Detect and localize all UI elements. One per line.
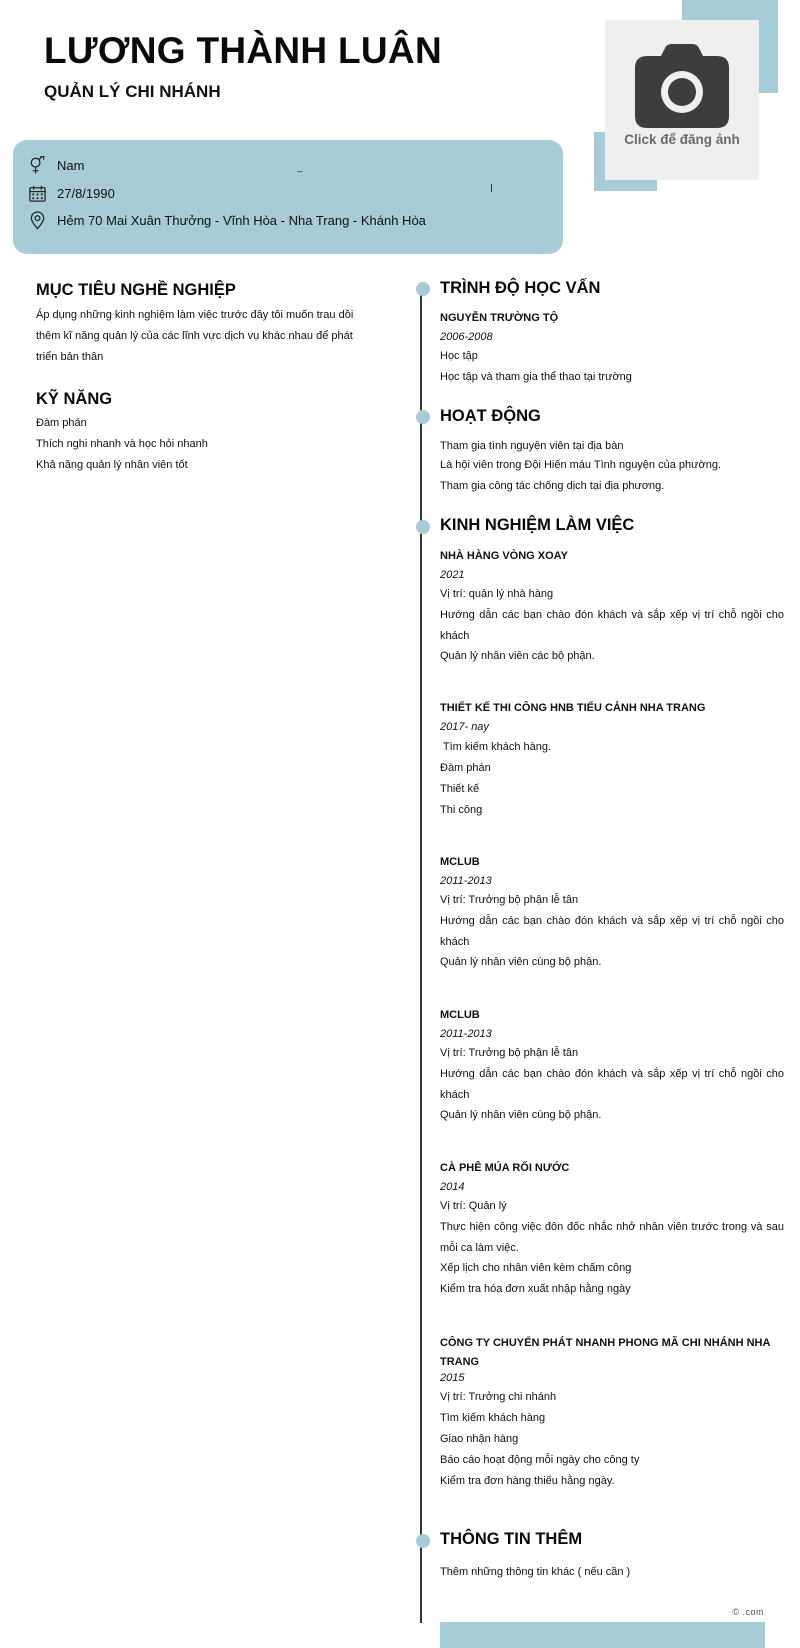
objective-line[interactable]: Áp dụng những kinh nghiệm làm việc trước đây tôi muốn trau dồi (36, 309, 354, 321)
job-period[interactable]: 2021 (440, 569, 465, 581)
job-line[interactable]: Thiết kế (440, 783, 480, 795)
job-line[interactable]: Thi công (440, 804, 483, 816)
timeline-dot (416, 282, 430, 296)
job-period[interactable]: 2015 (440, 1372, 465, 1384)
school-name[interactable]: NGUYỄN TRƯỜNG TỘ (440, 312, 559, 324)
job-line[interactable]: Đàm phán (440, 762, 491, 774)
job-line[interactable]: Hướng dẫn các bạn chào đón khách và sắp xếp vị trí chỗ ngồi cho khách (440, 1068, 784, 1101)
experience-heading: KINH NGHIỆM LÀM VIỆC (440, 516, 635, 534)
activity-line[interactable]: Là hội viên trong Đội Hiến máu Tình nguyện của phường. (440, 459, 721, 471)
timeline-line (420, 288, 422, 1623)
job-line[interactable]: Thực hiện công việc đôn đốc nhắc nhở nhân viên trước trong và sau mỗi ca làm việc. (440, 1221, 784, 1254)
placeholder-mark: _ (297, 162, 303, 173)
objective-line[interactable]: thêm kĩ năng quản lý của các lĩnh vực dịch vụ khác nhau để phát (36, 330, 353, 342)
text-cursor (491, 184, 492, 192)
location-pin-icon (28, 211, 47, 230)
job-employer[interactable]: CÔNG TY CHUYỂN PHÁT NHANH PHONG MÃ CHI NHÁNH NHA TRANG (440, 1337, 771, 1368)
job-line[interactable]: Quản lý nhân viên các bộ phận. (440, 650, 595, 662)
skills-heading: KỸ NĂNG (36, 390, 113, 408)
camera-icon (635, 44, 729, 128)
gender-icon (28, 156, 47, 175)
job-line[interactable]: Hướng dẫn các bạn chào đón khách và sắp xếp vị trí chỗ ngồi cho khách (440, 609, 784, 642)
timeline-dot (416, 410, 430, 424)
objective-line[interactable]: triển bản thân (36, 351, 104, 363)
photo-upload-button[interactable] (605, 20, 759, 180)
job-period[interactable]: 2011-2013 (440, 875, 492, 887)
job-line[interactable]: Hướng dẫn các bạn chào đón khách và sắp xếp vị trí chỗ ngồi cho khách (440, 915, 784, 948)
job-employer[interactable]: MCLUB (440, 1009, 480, 1021)
activities-heading: HOẠT ĐỘNG (440, 407, 541, 425)
activity-line[interactable]: Tham gia công tác chống dịch tại địa phương. (440, 480, 665, 492)
job-line[interactable]: Vị trí: quản lý nhà hàng (440, 588, 554, 600)
job-line[interactable]: Kiểm tra đơn hàng thiếu hằng ngày. (440, 1475, 615, 1487)
skill-item[interactable]: Khả năng quản lý nhân viên tốt (36, 459, 188, 471)
job-period[interactable]: 2011-2013 (440, 1028, 492, 1040)
footer-bar (440, 1622, 765, 1648)
skill-item[interactable]: Đàm phán (36, 417, 87, 429)
job-employer[interactable]: CÀ PHÊ MÚA RỐI NƯỚC (440, 1162, 570, 1174)
address-row (28, 209, 426, 231)
gender-value[interactable]: Nam (57, 157, 85, 173)
extra-info-text[interactable]: Thêm những thông tin khác ( nếu cần ) (440, 1566, 631, 1578)
address-value[interactable]: Hẻm 70 Mai Xuân Thưởng - Vĩnh Hòa - Nha Trang - Khánh Hòa (57, 212, 426, 228)
job-employer[interactable]: MCLUB (440, 856, 480, 868)
personal-info-panel (13, 140, 563, 254)
objective-heading: MỤC TIÊU NGHỀ NGHIỆP (36, 281, 236, 299)
job-line[interactable]: Quản lý nhân viên cùng bộ phận. (440, 956, 602, 968)
job-line[interactable]: Vị trí: Trưởng chi nhánh (440, 1391, 557, 1403)
education-line[interactable]: Học tập và tham gia thể thao tại trường (440, 371, 632, 383)
job-line[interactable]: Vị trí: Trưởng bộ phận lễ tân (440, 894, 579, 906)
education-period[interactable]: 2006-2008 (440, 331, 493, 343)
job-line[interactable]: Tìm kiếm khách hàng. (440, 741, 552, 753)
extra-info-heading: THÔNG TIN THÊM (440, 1530, 583, 1548)
job-line[interactable]: Vị trí: Quản lý (440, 1200, 507, 1212)
job-period[interactable]: 2014 (440, 1181, 465, 1193)
job-title: QUẢN LÝ CHI NHÁNH (44, 82, 221, 101)
birthdate-value[interactable]: 27/8/1990 (57, 185, 115, 201)
timeline-dot (416, 1534, 430, 1548)
job-line[interactable]: Quản lý nhân viên cùng bộ phận. (440, 1109, 602, 1121)
job-line[interactable]: Xếp lịch cho nhân viên kèm chấm công (440, 1262, 632, 1274)
job-line[interactable]: Báo cáo hoạt động mỗi ngày cho công ty (440, 1454, 640, 1466)
job-line[interactable]: Vị trí: Trưởng bộ phận lễ tân (440, 1047, 579, 1059)
calendar-icon (28, 184, 47, 203)
photo-caption: Click để đăng ảnh (624, 132, 740, 147)
timeline-dot (416, 520, 430, 534)
job-line[interactable]: Kiểm tra hóa đơn xuất nhập hằng ngày (440, 1283, 631, 1295)
job-employer[interactable]: THIẾT KẾ THI CÔNG HNB TIỂU CẢNH NHA TRANG (440, 702, 706, 714)
job-period[interactable]: 2017- nay (440, 721, 489, 733)
education-line[interactable]: Học tập (440, 350, 478, 362)
activity-line[interactable]: Tham gia tình nguyện viên tại địa bàn (440, 440, 624, 452)
job-line[interactable]: Tìm kiếm khách hàng (440, 1412, 546, 1424)
job-employer[interactable]: NHÀ HÀNG VÒNG XOAY (440, 550, 568, 562)
skill-item[interactable]: Thích nghi nhanh và học hỏi nhanh (36, 438, 208, 450)
gender-row (28, 154, 84, 176)
footer-watermark: © .com (732, 1607, 764, 1617)
education-heading: TRÌNH ĐỘ HỌC VẤN (440, 279, 601, 297)
birthdate-row (28, 182, 115, 204)
candidate-name: LƯƠNG THÀNH LUÂN (44, 30, 442, 71)
job-line[interactable]: Giao nhận hàng (440, 1433, 519, 1445)
